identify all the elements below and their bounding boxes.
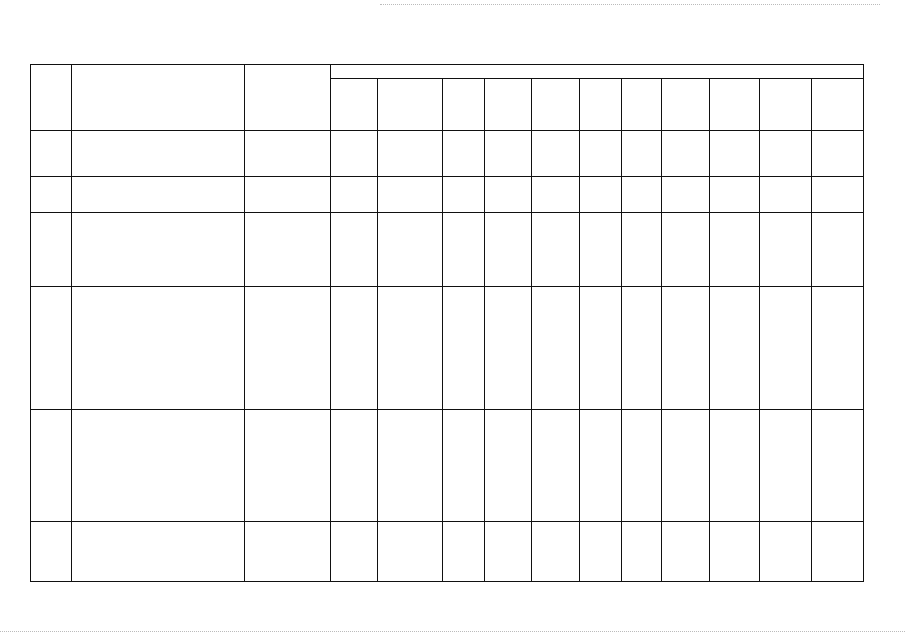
row-value	[622, 522, 662, 582]
row-value	[662, 287, 710, 410]
row-num	[31, 131, 72, 177]
header-year	[378, 79, 443, 131]
header-year	[485, 79, 532, 131]
row-value	[378, 522, 443, 582]
row-value	[378, 131, 443, 177]
row-indicator-name	[72, 287, 245, 410]
row-value	[710, 410, 760, 522]
row-value	[812, 213, 864, 287]
scan-artifact-bottom	[0, 631, 905, 632]
header-year	[812, 79, 864, 131]
row-unit	[245, 213, 331, 287]
row-value	[580, 177, 622, 213]
row-value	[443, 177, 485, 213]
row-value	[485, 287, 532, 410]
row-value	[622, 177, 662, 213]
row-indicator-name	[72, 213, 245, 287]
row-value	[760, 213, 812, 287]
table-row	[31, 177, 864, 213]
row-value	[812, 287, 864, 410]
row-value	[710, 213, 760, 287]
row-value	[812, 177, 864, 213]
header-year	[760, 79, 812, 131]
row-indicator-name	[72, 177, 245, 213]
header-year	[622, 79, 662, 131]
row-value	[532, 410, 580, 522]
row-num	[31, 177, 72, 213]
header-year	[662, 79, 710, 131]
header-year	[532, 79, 580, 131]
row-value	[443, 522, 485, 582]
row-value	[812, 131, 864, 177]
row-value	[485, 131, 532, 177]
row-value	[580, 213, 622, 287]
row-value	[710, 287, 760, 410]
row-num	[31, 287, 72, 410]
row-value	[710, 522, 760, 582]
row-value	[485, 177, 532, 213]
row-value	[485, 522, 532, 582]
header-values-group	[331, 65, 864, 79]
row-value	[622, 213, 662, 287]
row-unit	[245, 287, 331, 410]
row-num	[31, 410, 72, 522]
row-value	[485, 213, 532, 287]
row-value	[378, 177, 443, 213]
row-value	[331, 131, 378, 177]
row-indicator-name	[72, 410, 245, 522]
table-row	[31, 213, 864, 287]
table-row	[31, 287, 864, 410]
row-unit	[245, 131, 331, 177]
row-value	[662, 410, 710, 522]
row-value	[812, 410, 864, 522]
row-value	[443, 213, 485, 287]
table-row	[31, 131, 864, 177]
row-value	[580, 287, 622, 410]
row-indicator-name	[72, 131, 245, 177]
row-value	[760, 131, 812, 177]
indicator-table	[30, 64, 864, 582]
row-value	[580, 522, 622, 582]
row-value	[331, 287, 378, 410]
row-value	[378, 410, 443, 522]
row-value	[532, 131, 580, 177]
row-unit	[245, 410, 331, 522]
header-year	[580, 79, 622, 131]
row-value	[443, 287, 485, 410]
table-row	[31, 522, 864, 582]
row-value	[331, 410, 378, 522]
row-indicator-name	[72, 522, 245, 582]
row-value	[760, 177, 812, 213]
row-value	[331, 213, 378, 287]
header-num	[31, 65, 72, 131]
indicator-table-wrapper	[30, 64, 864, 582]
row-value	[443, 131, 485, 177]
row-value	[485, 410, 532, 522]
row-value	[580, 131, 622, 177]
row-value	[622, 410, 662, 522]
row-value	[331, 522, 378, 582]
header-year	[443, 79, 485, 131]
row-value	[443, 410, 485, 522]
row-value	[622, 287, 662, 410]
row-num	[31, 213, 72, 287]
row-value	[622, 131, 662, 177]
row-value	[662, 213, 710, 287]
row-value	[580, 410, 622, 522]
scan-artifact-top	[380, 4, 880, 5]
row-value	[378, 213, 443, 287]
row-value	[662, 131, 710, 177]
row-unit	[245, 177, 331, 213]
row-value	[662, 522, 710, 582]
header-year	[710, 79, 760, 131]
row-value	[760, 522, 812, 582]
row-value	[812, 522, 864, 582]
row-unit	[245, 522, 331, 582]
row-value	[331, 177, 378, 213]
row-value	[378, 287, 443, 410]
row-value	[532, 177, 580, 213]
header-year	[331, 79, 378, 131]
row-value	[532, 522, 580, 582]
row-num	[31, 522, 72, 582]
row-value	[760, 287, 812, 410]
row-value	[662, 177, 710, 213]
row-value	[710, 131, 760, 177]
header-indicator	[72, 65, 245, 131]
row-value	[760, 410, 812, 522]
row-value	[710, 177, 760, 213]
row-value	[532, 287, 580, 410]
header-unit	[245, 65, 331, 131]
table-row	[31, 410, 864, 522]
row-value	[532, 213, 580, 287]
